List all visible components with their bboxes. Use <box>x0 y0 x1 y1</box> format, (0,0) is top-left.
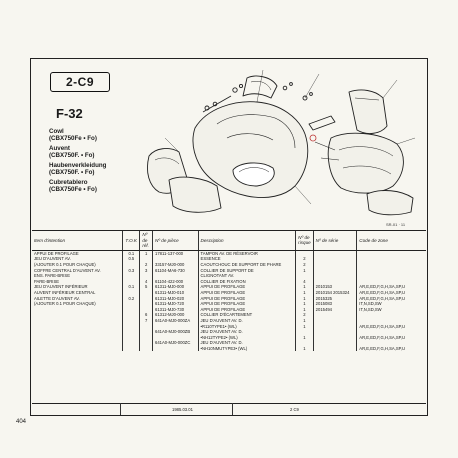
cell-item-name: PARE-BRISE <box>34 278 60 284</box>
cell-part-no: 61311-MJ0-000 <box>153 284 199 290</box>
header-qty: Nº de risque <box>296 231 314 251</box>
cell-description: COLLIER DE SUPPORT DE <box>198 268 296 274</box>
title-model: (CBX750F. • Fo) <box>49 152 95 159</box>
cell-part-no: 61104-422-000 <box>153 279 199 285</box>
parts-table <box>32 230 426 351</box>
cell-zone: AR,E,ED,F,G,H,SA,SP,U <box>357 284 426 290</box>
cell-item-name: ENS. PARE-BRISE <box>34 273 70 279</box>
cell-part-no: 61311-MJ0-010 <box>153 290 199 296</box>
title-spanish <box>49 179 139 193</box>
cell-item-name: JEU D'AUVENT INFÉRIEUR <box>34 284 88 290</box>
title-english <box>49 128 139 142</box>
header-part-no: Nº de pièce <box>153 231 199 251</box>
title-french <box>49 145 139 159</box>
cell-part-no: 641A0-MJ0-000ZB <box>153 329 199 335</box>
cell-description: CLIGNOTANT AV. <box>198 273 296 279</box>
header-description: Description <box>198 231 296 251</box>
cell-serial: 2010153 <box>313 284 357 290</box>
cell-zone: AR,E,ED,F,G,H,SA,SP,U <box>357 335 426 341</box>
cell-description: APPUI DE PROFILAGE <box>198 301 296 307</box>
cell-serial: 2015325 <box>313 296 357 302</box>
cell-description: JEU D'AUVENT AV. D. <box>198 318 296 324</box>
footer-date: 1985.03.01 <box>172 407 193 412</box>
cell-tok: 0.3 <box>123 268 140 274</box>
title-model: (CBX750Fe • Fo) <box>49 186 97 193</box>
cell-serial: 2015494 <box>313 307 357 313</box>
lower-right-spoiler-illustration <box>367 191 413 215</box>
cell-item-name: APPUI DE PROFILAGE <box>34 250 79 256</box>
cell-zone: IT,N,SD,SW <box>357 301 426 307</box>
cell-zone: AR,E,ED,F,G,H,SA,SP,U <box>357 296 426 302</box>
cell-part-no: 61311-MJ0-730 <box>153 307 199 313</box>
header-tok: T.O.K <box>123 231 140 251</box>
table-row <box>32 290 426 296</box>
cell-part-no: 17811-137-000 <box>153 250 199 256</box>
cell-qty: 1 <box>296 268 314 274</box>
cell-qty: 1 <box>296 318 314 324</box>
header-zone: Code de zone <box>357 231 426 251</box>
cell-description: •R110TYPE1• (WL) <box>198 324 296 330</box>
cell-ref-no: 4 <box>140 279 153 285</box>
cell-description: •NH10NMUTYPE3• (WL) <box>198 346 296 352</box>
cell-qty: 1 <box>296 296 314 302</box>
title-german <box>49 162 139 176</box>
cell-ref-no: 5 <box>140 284 153 290</box>
footer-code: 2 C9 <box>290 407 299 412</box>
cell-serial: 2010154 2015324 <box>313 290 357 296</box>
cell-qty: 1 <box>296 346 314 352</box>
cell-description: JEU D'AUVENT AV. D. <box>198 340 296 346</box>
cell-ref-no: 6 <box>140 312 153 318</box>
cell-ref-no: 7 <box>140 318 153 324</box>
table-header-row <box>32 231 426 251</box>
cell-part-no <box>153 346 199 352</box>
title-model: (CBX750Fe • Fo) <box>49 135 97 142</box>
cell-part-no: 61311-MJ0-020 <box>153 296 199 302</box>
cell-serial <box>313 346 357 352</box>
cell-zone: AR,E,ED,F,G,H,SA,SP,U <box>357 290 426 296</box>
cell-qty: 1 <box>296 335 314 341</box>
cell-description: APPUI DE PROFILAGE <box>198 296 296 302</box>
title-line: Auvent <box>49 145 70 152</box>
cell-ref-no <box>140 346 153 352</box>
mounting-bracket-illustration <box>309 116 335 130</box>
cell-part-no: 33157-MJ0-000 <box>153 262 199 268</box>
cell-description: JEU D'AUVENT AV. D. <box>198 329 296 335</box>
title-line: Haubenverkleidung <box>49 162 107 169</box>
cell-item-name: AILETTE D'AUVENT AV. <box>34 295 80 301</box>
cell-description: ESSENCE <box>198 256 296 262</box>
cell-zone: IT,N,SD,SW <box>357 307 426 313</box>
title-model: (CBX750F. • Fo) <box>49 169 95 176</box>
title-line: Cubretablero <box>49 179 88 186</box>
cell-qty: 1 <box>296 284 314 290</box>
right-fairing-illustration <box>328 133 403 193</box>
table-row <box>32 301 426 307</box>
cell-qty: 1 <box>296 290 314 296</box>
cell-part-no: 61311-MJ0-720 <box>153 301 199 307</box>
cell-tok: 0.5 <box>123 256 140 262</box>
cell-item-name: (AJOUTER 0.1 POUR CHAQUE) <box>34 261 96 267</box>
cell-item-name: JEU D'AUVENT AV. <box>34 256 71 262</box>
cell-tok: 0.2 <box>123 296 140 302</box>
cell-ref-no: 1 <box>140 250 153 256</box>
footer-divider <box>120 403 121 415</box>
cell-description: •NH12TYPE2• (WL) <box>198 335 296 341</box>
cell-tok <box>123 346 140 352</box>
cell-item-name: COFFRE CENTRAL D'AUVENT AV. <box>34 267 101 273</box>
cell-qty: 2 <box>296 312 314 318</box>
cell-description: COLLIER DE FIXATION <box>198 279 296 285</box>
cell-description: APPUI DE PROFILAGE <box>198 284 296 290</box>
cell-qty: 1 <box>296 301 314 307</box>
cell-description: COLLIER D'ÉCARTEMENT <box>198 312 296 318</box>
footer-row <box>32 403 426 416</box>
title-line: Cowl <box>49 128 64 135</box>
cell-qty: 4 <box>296 279 314 285</box>
cell-description: CAOUTCHOUC DE SUPPORT DE PHARE <box>198 262 296 268</box>
footer-divider <box>232 403 233 415</box>
header-serial: Nº de série <box>313 231 357 251</box>
cell-part-no: 641A0-MJ0-000ZC <box>153 340 199 346</box>
cell-description: APPUI DE PROFILAGE <box>198 290 296 296</box>
cell-tok: 0.1 <box>123 284 140 290</box>
cell-qty: 1 <box>296 307 314 313</box>
section-badge: 2-C9 <box>50 72 110 92</box>
table-row <box>32 346 426 352</box>
cell-description: TAMPON AV. DE RÉSERVOIR <box>198 250 296 256</box>
cell-part-no: 61312-MJ0-000 <box>153 312 199 318</box>
cell-qty: 1 <box>296 324 314 330</box>
cell-serial: 2015083 <box>313 301 357 307</box>
cell-ref-no: 3 <box>140 268 153 274</box>
figure-reference: SR-01 · 11 <box>386 222 406 227</box>
cell-item-name <box>32 346 123 352</box>
cell-item-name: AUVENT INFÉRIEUR CENTRAL <box>34 289 96 295</box>
cell-description: APPUI DE PROFILAGE <box>198 307 296 313</box>
page-number: 404 <box>16 419 27 425</box>
cell-part-no: 61104-MA6-730 <box>153 268 199 274</box>
figure-code: F-32 <box>56 106 83 121</box>
cell-item-name: (AJOUTER 0.1 POUR CHAQUE) <box>34 301 96 307</box>
header-item: Item d'intention <box>32 231 123 251</box>
cell-qty: 2 <box>296 256 314 262</box>
title-list <box>49 128 139 196</box>
exploded-parts-diagram <box>135 68 425 218</box>
cell-zone: AR,E,ED,F,G,H,SA,SP,U <box>357 324 426 330</box>
cell-zone: AR,E,ED,F,G,H,SA,SP,U <box>357 346 426 352</box>
cell-tok: 0.1 <box>123 250 140 256</box>
cell-part-no: 641A0-MJ0-000ZA <box>153 318 199 324</box>
right-side-panel-illustration <box>349 90 387 133</box>
parts-table-body <box>32 250 426 351</box>
lower-left-cowl-illustration <box>169 177 221 212</box>
cell-ref-no: 2 <box>140 262 153 268</box>
cell-qty: 2 <box>296 262 314 268</box>
header-ref-no: Nº de réf. <box>140 231 153 251</box>
